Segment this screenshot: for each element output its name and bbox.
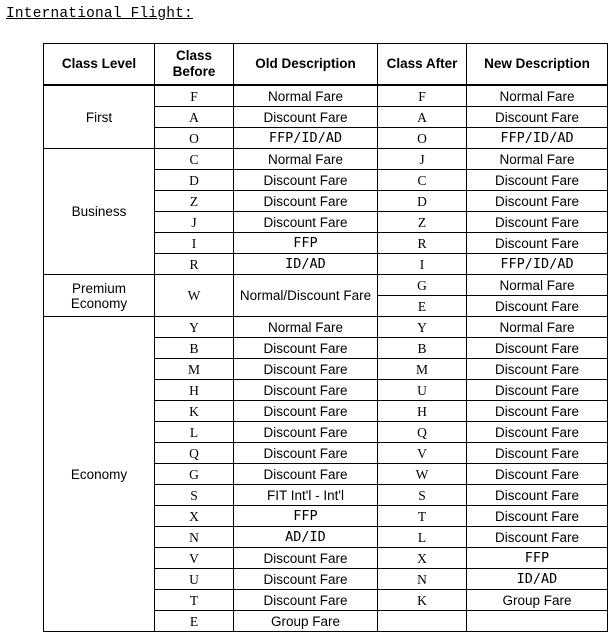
old-description: Discount Fare [234, 548, 378, 569]
class-level-economy: Economy [44, 317, 155, 632]
class-after: C [378, 170, 467, 191]
new-description: Group Fare [467, 590, 608, 611]
old-description: FFP/ID/AD [234, 128, 378, 149]
class-before: Q [155, 443, 234, 464]
class-after [378, 611, 467, 632]
old-description: Discount Fare [234, 191, 378, 212]
old-description: FFP [234, 233, 378, 254]
class-after: I [378, 254, 467, 275]
class-after: N [378, 569, 467, 590]
old-description: Discount Fare [234, 569, 378, 590]
class-after: L [378, 527, 467, 548]
new-description: Discount Fare [467, 338, 608, 359]
class-before: V [155, 548, 234, 569]
header-old-description: Old Description [234, 44, 378, 86]
class-before: N [155, 527, 234, 548]
class-before: I [155, 233, 234, 254]
fare-class-table [43, 43, 608, 632]
table-row [44, 275, 608, 296]
new-description: Discount Fare [467, 443, 608, 464]
class-after: V [378, 443, 467, 464]
premium-line1: Premium [71, 280, 126, 296]
class-before: X [155, 506, 234, 527]
class-before: D [155, 170, 234, 191]
header-new-description: New Description [467, 44, 608, 86]
header-class-level: Class Level [44, 44, 155, 86]
class-before: M [155, 359, 234, 380]
class-before: R [155, 254, 234, 275]
class-after: H [378, 401, 467, 422]
new-description: Discount Fare [467, 107, 608, 128]
header-class-before [155, 44, 234, 86]
old-description: Discount Fare [234, 380, 378, 401]
new-description: Discount Fare [467, 464, 608, 485]
old-description: Discount Fare [234, 212, 378, 233]
old-description: Normal/Discount Fare [234, 275, 378, 317]
new-description: Discount Fare [467, 422, 608, 443]
class-before: K [155, 401, 234, 422]
new-description: Discount Fare [467, 359, 608, 380]
old-description: Discount Fare [234, 464, 378, 485]
header-class-after: Class After [378, 44, 467, 86]
table-row [44, 85, 608, 107]
new-description: Normal Fare [467, 317, 608, 338]
class-before: C [155, 149, 234, 170]
new-description [467, 611, 608, 632]
old-description: Discount Fare [234, 170, 378, 191]
class-after: Q [378, 422, 467, 443]
old-description: FIT Int'l - Int'l [234, 485, 378, 506]
old-description: Normal Fare [234, 85, 378, 107]
old-description: Discount Fare [234, 422, 378, 443]
class-after: U [378, 380, 467, 401]
new-description: Discount Fare [467, 485, 608, 506]
class-after: B [378, 338, 467, 359]
class-after: D [378, 191, 467, 212]
header-class-before-line2: Before [172, 64, 216, 79]
new-description: FFP/ID/AD [467, 128, 608, 149]
old-description: Discount Fare [234, 107, 378, 128]
table-row [44, 317, 608, 338]
class-after: J [378, 149, 467, 170]
page-heading: International Flight: [6, 6, 193, 22]
new-description: Discount Fare [467, 527, 608, 548]
old-description: Discount Fare [234, 443, 378, 464]
class-after: K [378, 590, 467, 611]
class-after: E [378, 296, 467, 317]
table-row [44, 149, 608, 170]
class-before: W [155, 275, 234, 317]
old-description: Discount Fare [234, 401, 378, 422]
class-before: B [155, 338, 234, 359]
class-before: T [155, 590, 234, 611]
old-description: Normal Fare [234, 149, 378, 170]
new-description: Discount Fare [467, 191, 608, 212]
old-description: Normal Fare [234, 317, 378, 338]
header-class-before-line1: Class [175, 48, 213, 63]
class-after: F [378, 85, 467, 107]
class-after: T [378, 506, 467, 527]
new-description: Normal Fare [467, 149, 608, 170]
class-after: G [378, 275, 467, 296]
class-before: L [155, 422, 234, 443]
class-after: X [378, 548, 467, 569]
class-after: M [378, 359, 467, 380]
class-level-first: First [44, 85, 155, 149]
new-description: Discount Fare [467, 212, 608, 233]
new-description: Discount Fare [467, 506, 608, 527]
new-description: Discount Fare [467, 170, 608, 191]
class-before: O [155, 128, 234, 149]
premium-line2: Economy [70, 295, 128, 311]
old-description: Group Fare [234, 611, 378, 632]
old-description: ID/AD [234, 254, 378, 275]
class-before: S [155, 485, 234, 506]
new-description: Discount Fare [467, 296, 608, 317]
new-description: Normal Fare [467, 275, 608, 296]
class-level-premium-economy [44, 275, 155, 317]
class-before: J [155, 212, 234, 233]
new-description: Discount Fare [467, 233, 608, 254]
new-description: FFP [467, 548, 608, 569]
class-after: Y [378, 317, 467, 338]
class-after: S [378, 485, 467, 506]
old-description: Discount Fare [234, 338, 378, 359]
class-after: O [378, 128, 467, 149]
class-before: F [155, 85, 234, 107]
old-description: AD/ID [234, 527, 378, 548]
class-before: U [155, 569, 234, 590]
new-description: Discount Fare [467, 380, 608, 401]
class-before: Y [155, 317, 234, 338]
class-after: Z [378, 212, 467, 233]
old-description: FFP [234, 506, 378, 527]
old-description: Discount Fare [234, 359, 378, 380]
new-description: ID/AD [467, 569, 608, 590]
new-description: Discount Fare [467, 401, 608, 422]
class-after: W [378, 464, 467, 485]
old-description: Discount Fare [234, 590, 378, 611]
class-before: G [155, 464, 234, 485]
class-after: R [378, 233, 467, 254]
class-before: E [155, 611, 234, 632]
class-before: A [155, 107, 234, 128]
class-before: H [155, 380, 234, 401]
class-after: A [378, 107, 467, 128]
new-description: FFP/ID/AD [467, 254, 608, 275]
new-description: Normal Fare [467, 85, 608, 107]
class-before: Z [155, 191, 234, 212]
class-level-business: Business [44, 149, 155, 275]
header-row [44, 44, 608, 86]
